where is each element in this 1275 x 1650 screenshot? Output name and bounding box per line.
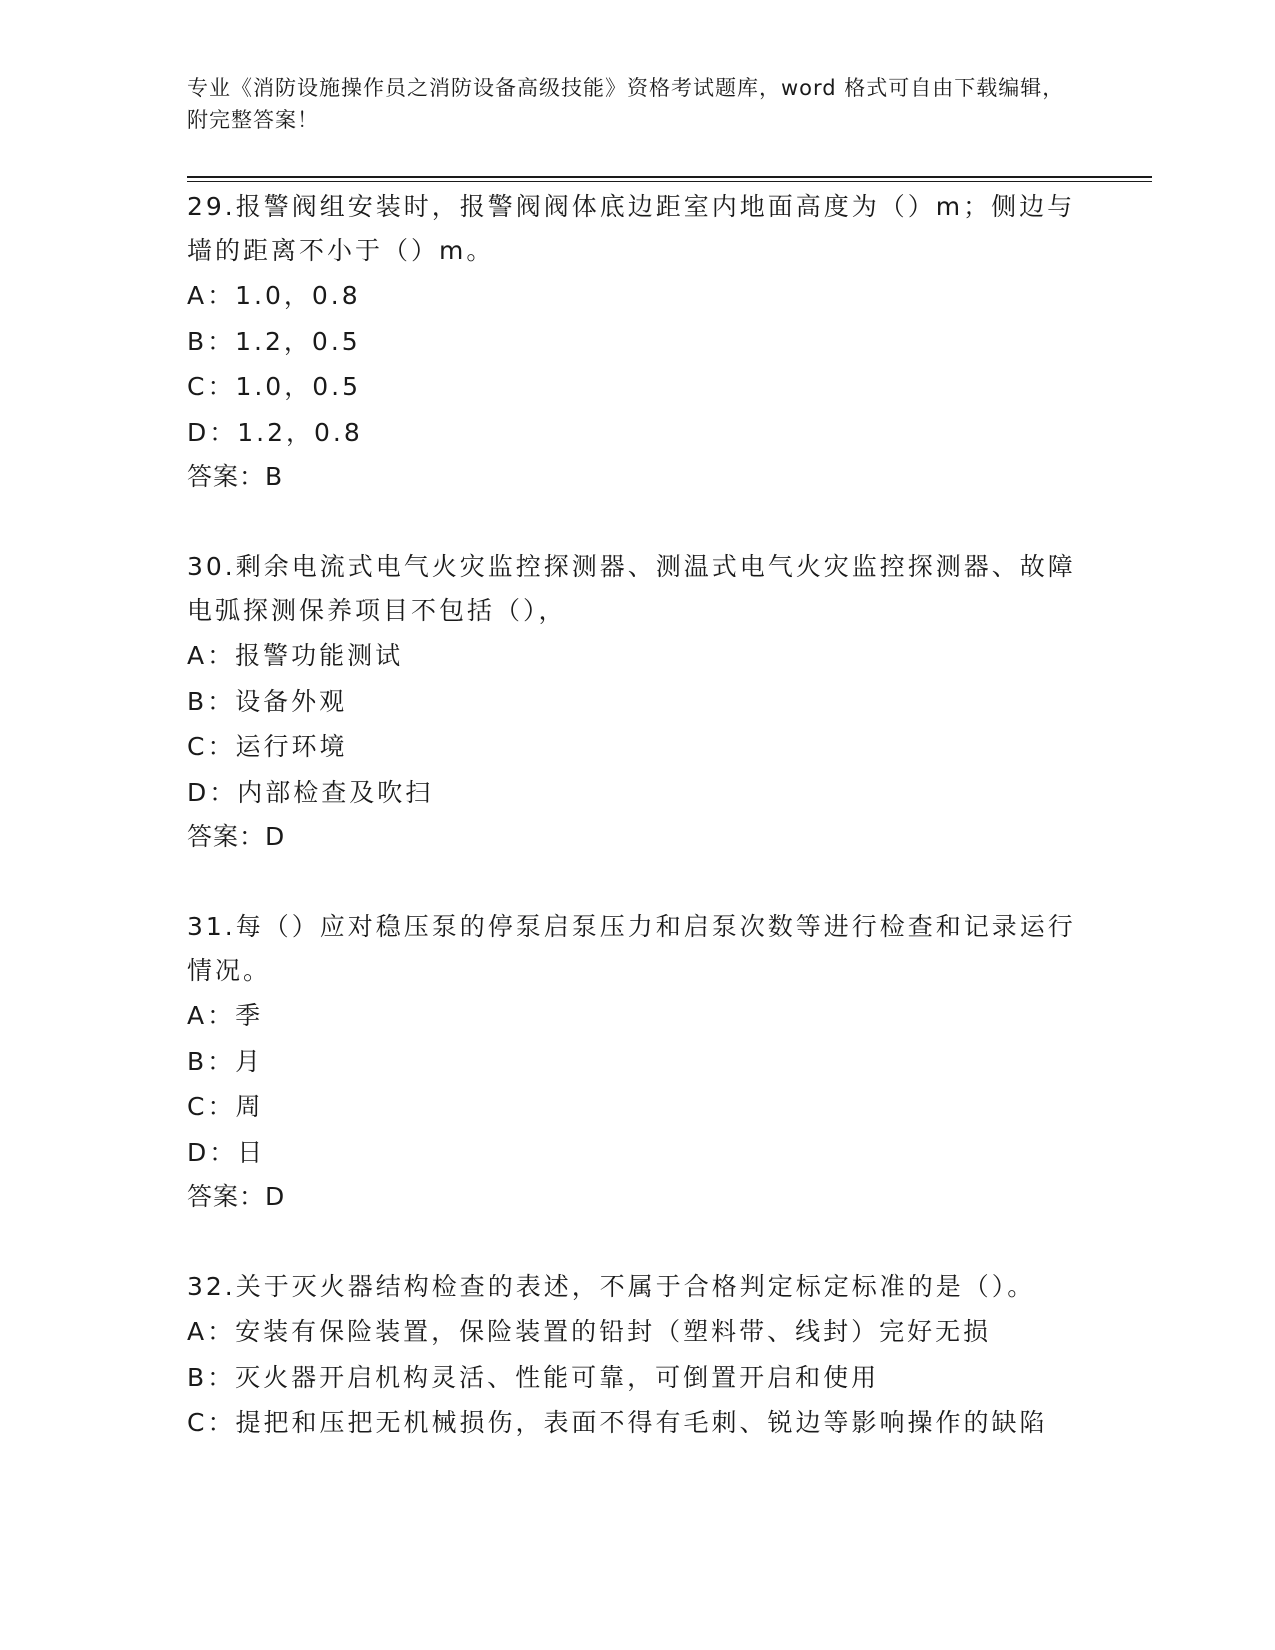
option-d: D：内部检查及吹扫	[187, 777, 434, 807]
option-a: A：1.0，0.8	[187, 281, 361, 310]
option-b: B：灭火器开启机构灵活、性能可靠，可倒置开启和使用	[187, 1362, 880, 1392]
option-d: D：1.2，0.8	[187, 417, 363, 447]
option-c: C：1.0，0.5	[187, 372, 361, 401]
question-stem: 32.关于灭火器结构检查的表述，不属于合格判定标定标准的是（）。	[187, 1272, 1036, 1301]
header-divider-thick	[187, 176, 1152, 178]
question-30	[187, 545, 1077, 859]
option-c: C：周	[187, 1092, 264, 1121]
option-a: A：季	[187, 1001, 264, 1030]
option-b: B：设备外观	[187, 686, 348, 716]
question-stem: 29.报警阀组安装时，报警阀阀体底边距室内地面高度为（）m；侧边与墙的距离不小于（）m。	[187, 192, 1076, 265]
option-b: B：1.2，0.5	[187, 326, 361, 356]
question-31	[187, 905, 1077, 1219]
answer-line: 答案：B	[187, 462, 284, 491]
option-c: C：运行环境	[187, 732, 348, 761]
question-stem: 30.剩余电流式电气火灾监控探测器、测温式电气火灾监控探测器、故障电弧探测保养项目不包括（），	[187, 552, 1076, 625]
option-d: D：日	[187, 1137, 266, 1167]
question-stem: 31.每（）应对稳压泵的停泵启泵压力和启泵次数等进行检查和记录运行情况。	[187, 912, 1076, 985]
header-divider-thin	[187, 181, 1152, 182]
answer-line: 答案：D	[187, 1182, 286, 1211]
question-29	[187, 185, 1077, 499]
option-c: C：提把和压把无机械损伤，表面不得有毛刺、锐边等影响操作的缺陷	[187, 1408, 1048, 1437]
question-32	[187, 1265, 1077, 1446]
answer-line: 答案：D	[187, 822, 286, 851]
option-a: A：报警功能测试	[187, 641, 404, 670]
option-b: B：月	[187, 1046, 264, 1076]
option-a: A：安装有保险装置，保险装置的铅封（塑料带、线封）完好无损	[187, 1317, 992, 1346]
document-header: 专业《消防设施操作员之消防设备高级技能》资格考试题库，word 格式可自由下载编辑，附完整答案！	[187, 76, 1065, 132]
